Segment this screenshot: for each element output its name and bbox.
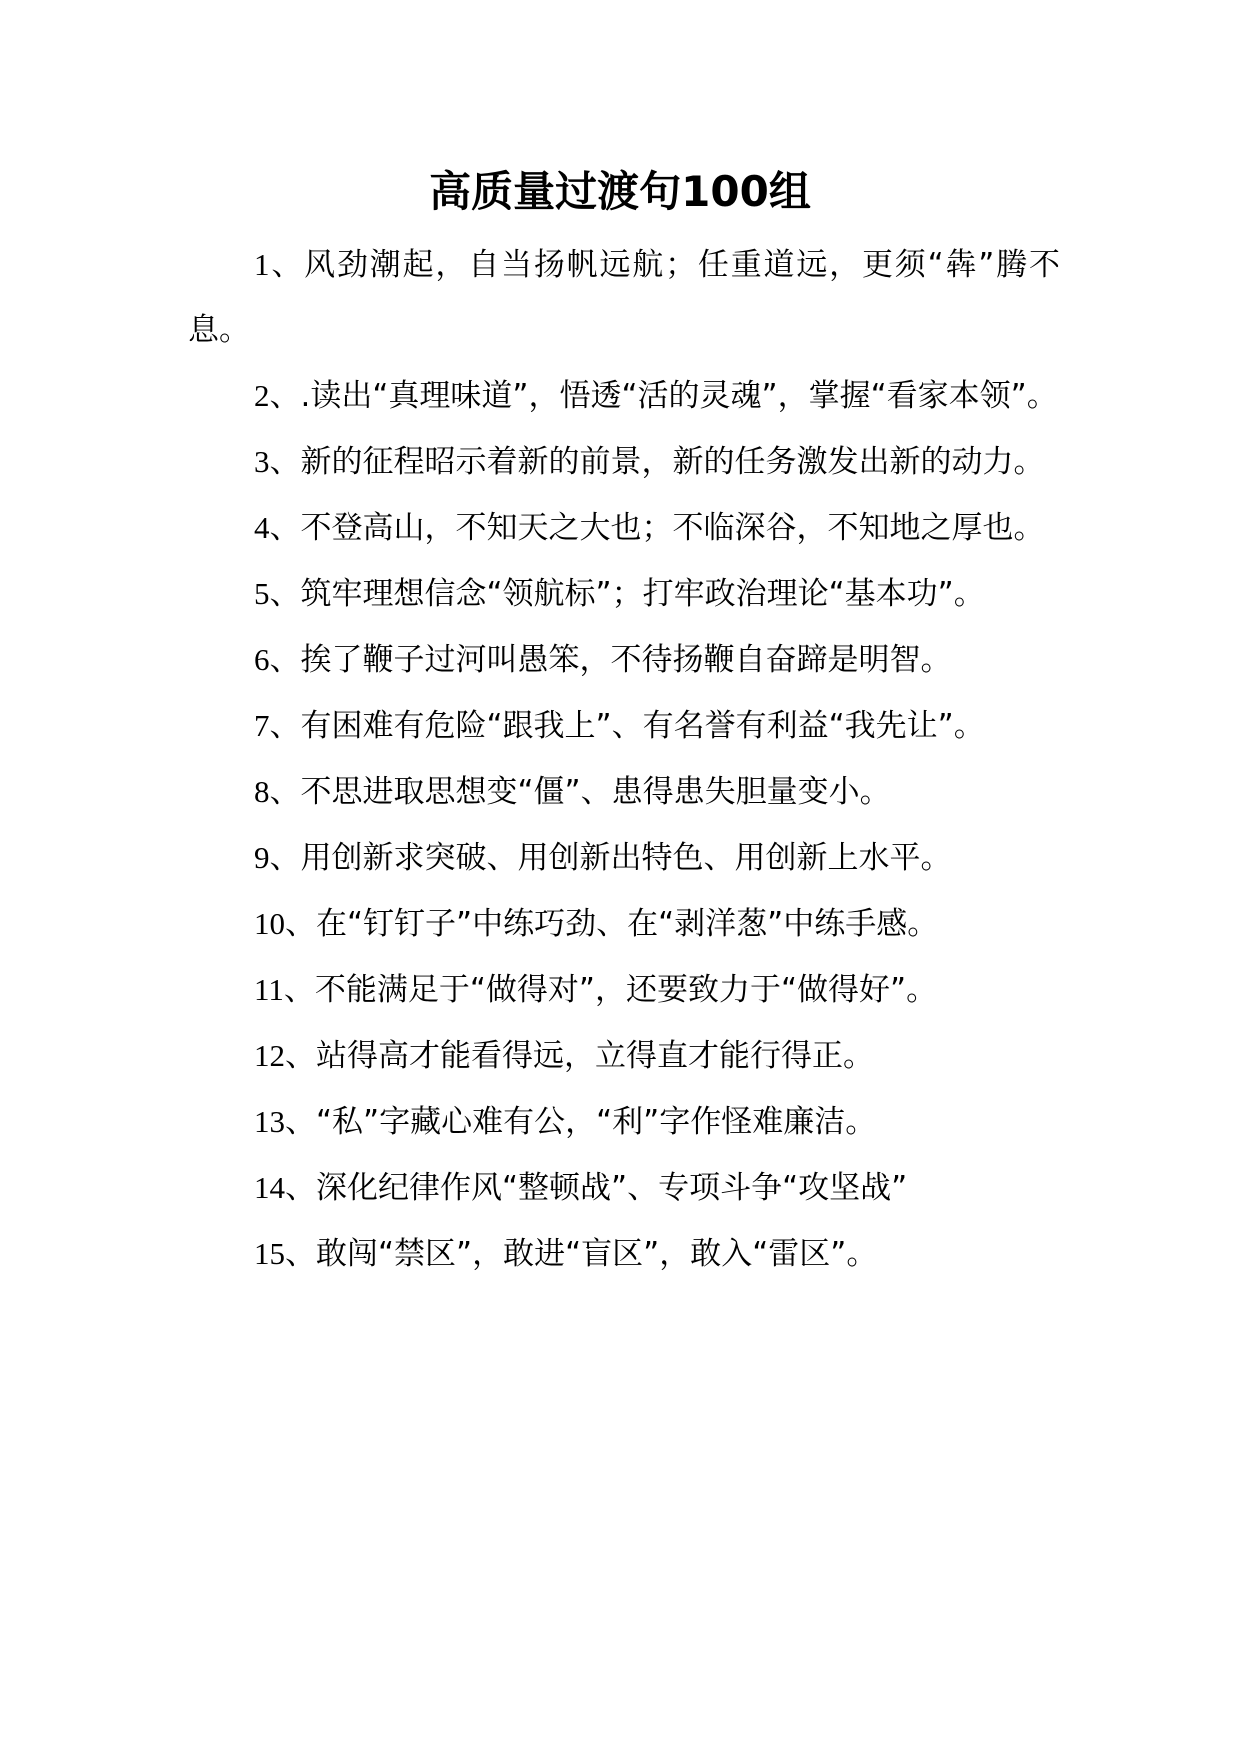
- list-item: [188, 825, 1060, 891]
- sentence-list: [188, 232, 1060, 1287]
- item-text: 、深化纪律作风“整顿战”、专项斗争“攻坚战”: [285, 1170, 908, 1206]
- item-number: 9: [254, 840, 270, 875]
- item-number: 14: [254, 1170, 285, 1205]
- item-text: 、筑牢理想信念“领航标”；打牢政治理论“基本功”。: [269, 576, 985, 612]
- item-number: 10: [254, 906, 285, 941]
- item-number: 2: [254, 378, 270, 413]
- item-text: 、有困难有危险“跟我上”、有名誉有利益“我先让”。: [269, 708, 985, 744]
- item-number: 6: [254, 642, 270, 677]
- list-item: [188, 1089, 1060, 1155]
- list-item: [188, 957, 1060, 1023]
- item-text: 、不能满足于“做得对”，还要致力于“做得好”。: [283, 972, 938, 1008]
- list-item: [188, 1023, 1060, 1089]
- item-text: 、敢闯“禁区”，敢进“盲区”，敢入“雷区”。: [285, 1236, 878, 1272]
- list-item: [188, 891, 1060, 957]
- list-item: [188, 693, 1060, 759]
- item-number: 13: [254, 1104, 285, 1139]
- list-item: [188, 495, 1060, 561]
- item-number: 1: [254, 247, 270, 282]
- item-text: 、.读出“真理味道”，悟透“活的灵魂”，掌握“看家本领”。: [269, 378, 1058, 414]
- list-item: [188, 759, 1060, 825]
- item-number: 8: [254, 774, 270, 809]
- list-item: [188, 1221, 1060, 1287]
- item-number: 11: [254, 972, 284, 1007]
- item-text: 、不登高山，不知天之大也；不临深谷，不知地之厚也。: [269, 510, 1045, 546]
- item-text: 、站得高才能看得远，立得直才能行得正。: [285, 1038, 874, 1074]
- item-text: 、在“钉钉子”中练巧劲、在“剥洋葱”中练手感。: [285, 906, 939, 942]
- item-number: 7: [254, 708, 270, 743]
- item-number: 12: [254, 1038, 285, 1073]
- item-text: 、新的征程昭示着新的前景，新的任务激发出新的动力。: [269, 444, 1045, 480]
- item-text: 、不思进取思想变“僵”、患得患失胆量变小。: [269, 774, 891, 810]
- item-number: 5: [254, 576, 270, 611]
- list-item: [188, 627, 1060, 693]
- item-number: 15: [254, 1236, 285, 1271]
- list-item: [188, 1155, 1060, 1221]
- item-number: 3: [254, 444, 270, 479]
- item-text: 、风劲潮起，自当扬帆远航；任重道远，更须“犇”腾不息。: [188, 247, 1060, 348]
- list-item: [188, 561, 1060, 627]
- item-text: 、挨了鞭子过河叫愚笨，不待扬鞭自奋蹄是明智。: [269, 642, 952, 678]
- list-item: [188, 363, 1060, 429]
- document-title: 高质量过渡句100组: [429, 167, 811, 216]
- item-text: 、“私”字藏心难有公，“利”字作怪难廉洁。: [285, 1104, 877, 1140]
- item-number: 4: [254, 510, 270, 545]
- item-text: 、用创新求突破、用创新出特色、用创新上水平。: [269, 840, 952, 876]
- list-item: [188, 232, 1060, 363]
- list-item: [188, 429, 1060, 495]
